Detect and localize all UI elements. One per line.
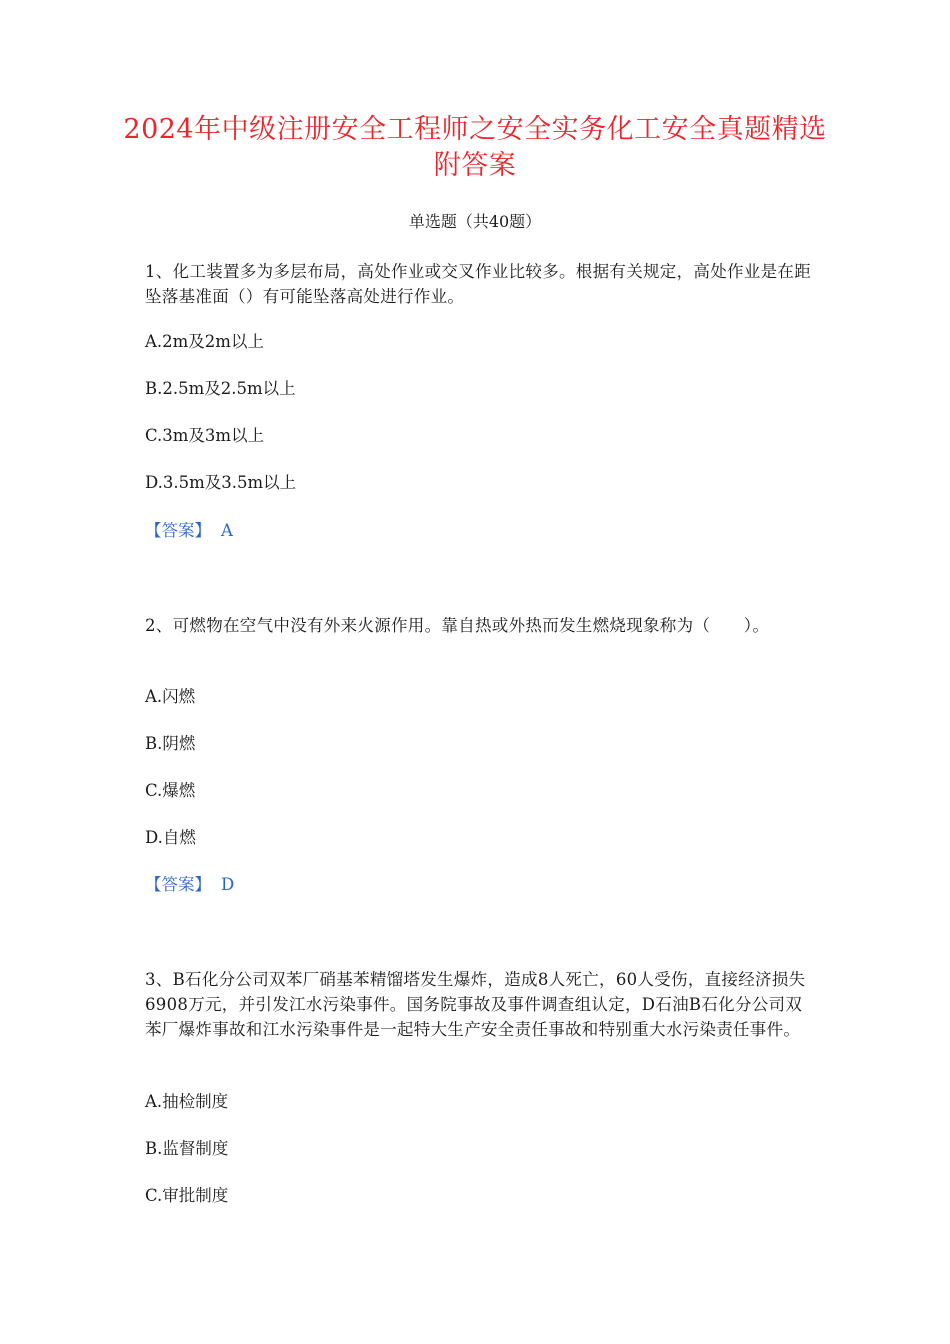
question-1-option-b: B.2.5m及2.5m以上 [145, 379, 296, 398]
question-3-option-a: A.抽检制度 [145, 1092, 229, 1111]
answer-label: 【答案】 [145, 521, 211, 540]
question-3-text: 3、B石化分公司双苯厂硝基苯精馏塔发生爆炸，造成8人死亡，60人受伤，直接经济损失6908万元，并引发江水污染事件。国务院事故及事件调查组认定，D石油B石化分公司双苯厂爆炸事故和江水污染事件是一起特大生产安全责任事故和特别重大水污染责任事件。 [145, 970, 806, 1039]
question-1-text: 1、化工装置多为多层布局，高处作业或交叉作业比较多。根据有关规定，高处作业是在距坠落基准面（）有可能坠落高处进行作业。 [145, 262, 811, 306]
question-1-option-d: D.3.5m及3.5m以上 [145, 473, 297, 492]
question-2-option-a: A.闪燃 [145, 687, 196, 706]
question-2-option-c: C.爆燃 [145, 781, 196, 800]
document-title: 2024年中级注册安全工程师之安全实务化工安全真题精选附答案 [123, 114, 827, 181]
question-1-option-c: C.3m及3m以上 [145, 426, 265, 445]
answer-value: D [221, 875, 235, 894]
question-3-option-b: B.监督制度 [145, 1139, 229, 1158]
section-heading: 单选题（共40题） [408, 212, 542, 231]
question-2-answer [145, 874, 234, 896]
question-3-option-c: C.审批制度 [145, 1186, 229, 1205]
question-1-answer [145, 520, 233, 542]
question-2-option-d: D.自燃 [145, 828, 196, 847]
question-2-option-b: B.阴燃 [145, 734, 196, 753]
question-2-text: 2、可燃物在空气中没有外来火源作用。靠自热或外热而发生燃烧现象称为（ ）。 [145, 616, 770, 635]
question-1-option-a: A.2m及2m以上 [145, 332, 264, 351]
answer-value: A [221, 521, 233, 540]
answer-label: 【答案】 [145, 875, 211, 894]
